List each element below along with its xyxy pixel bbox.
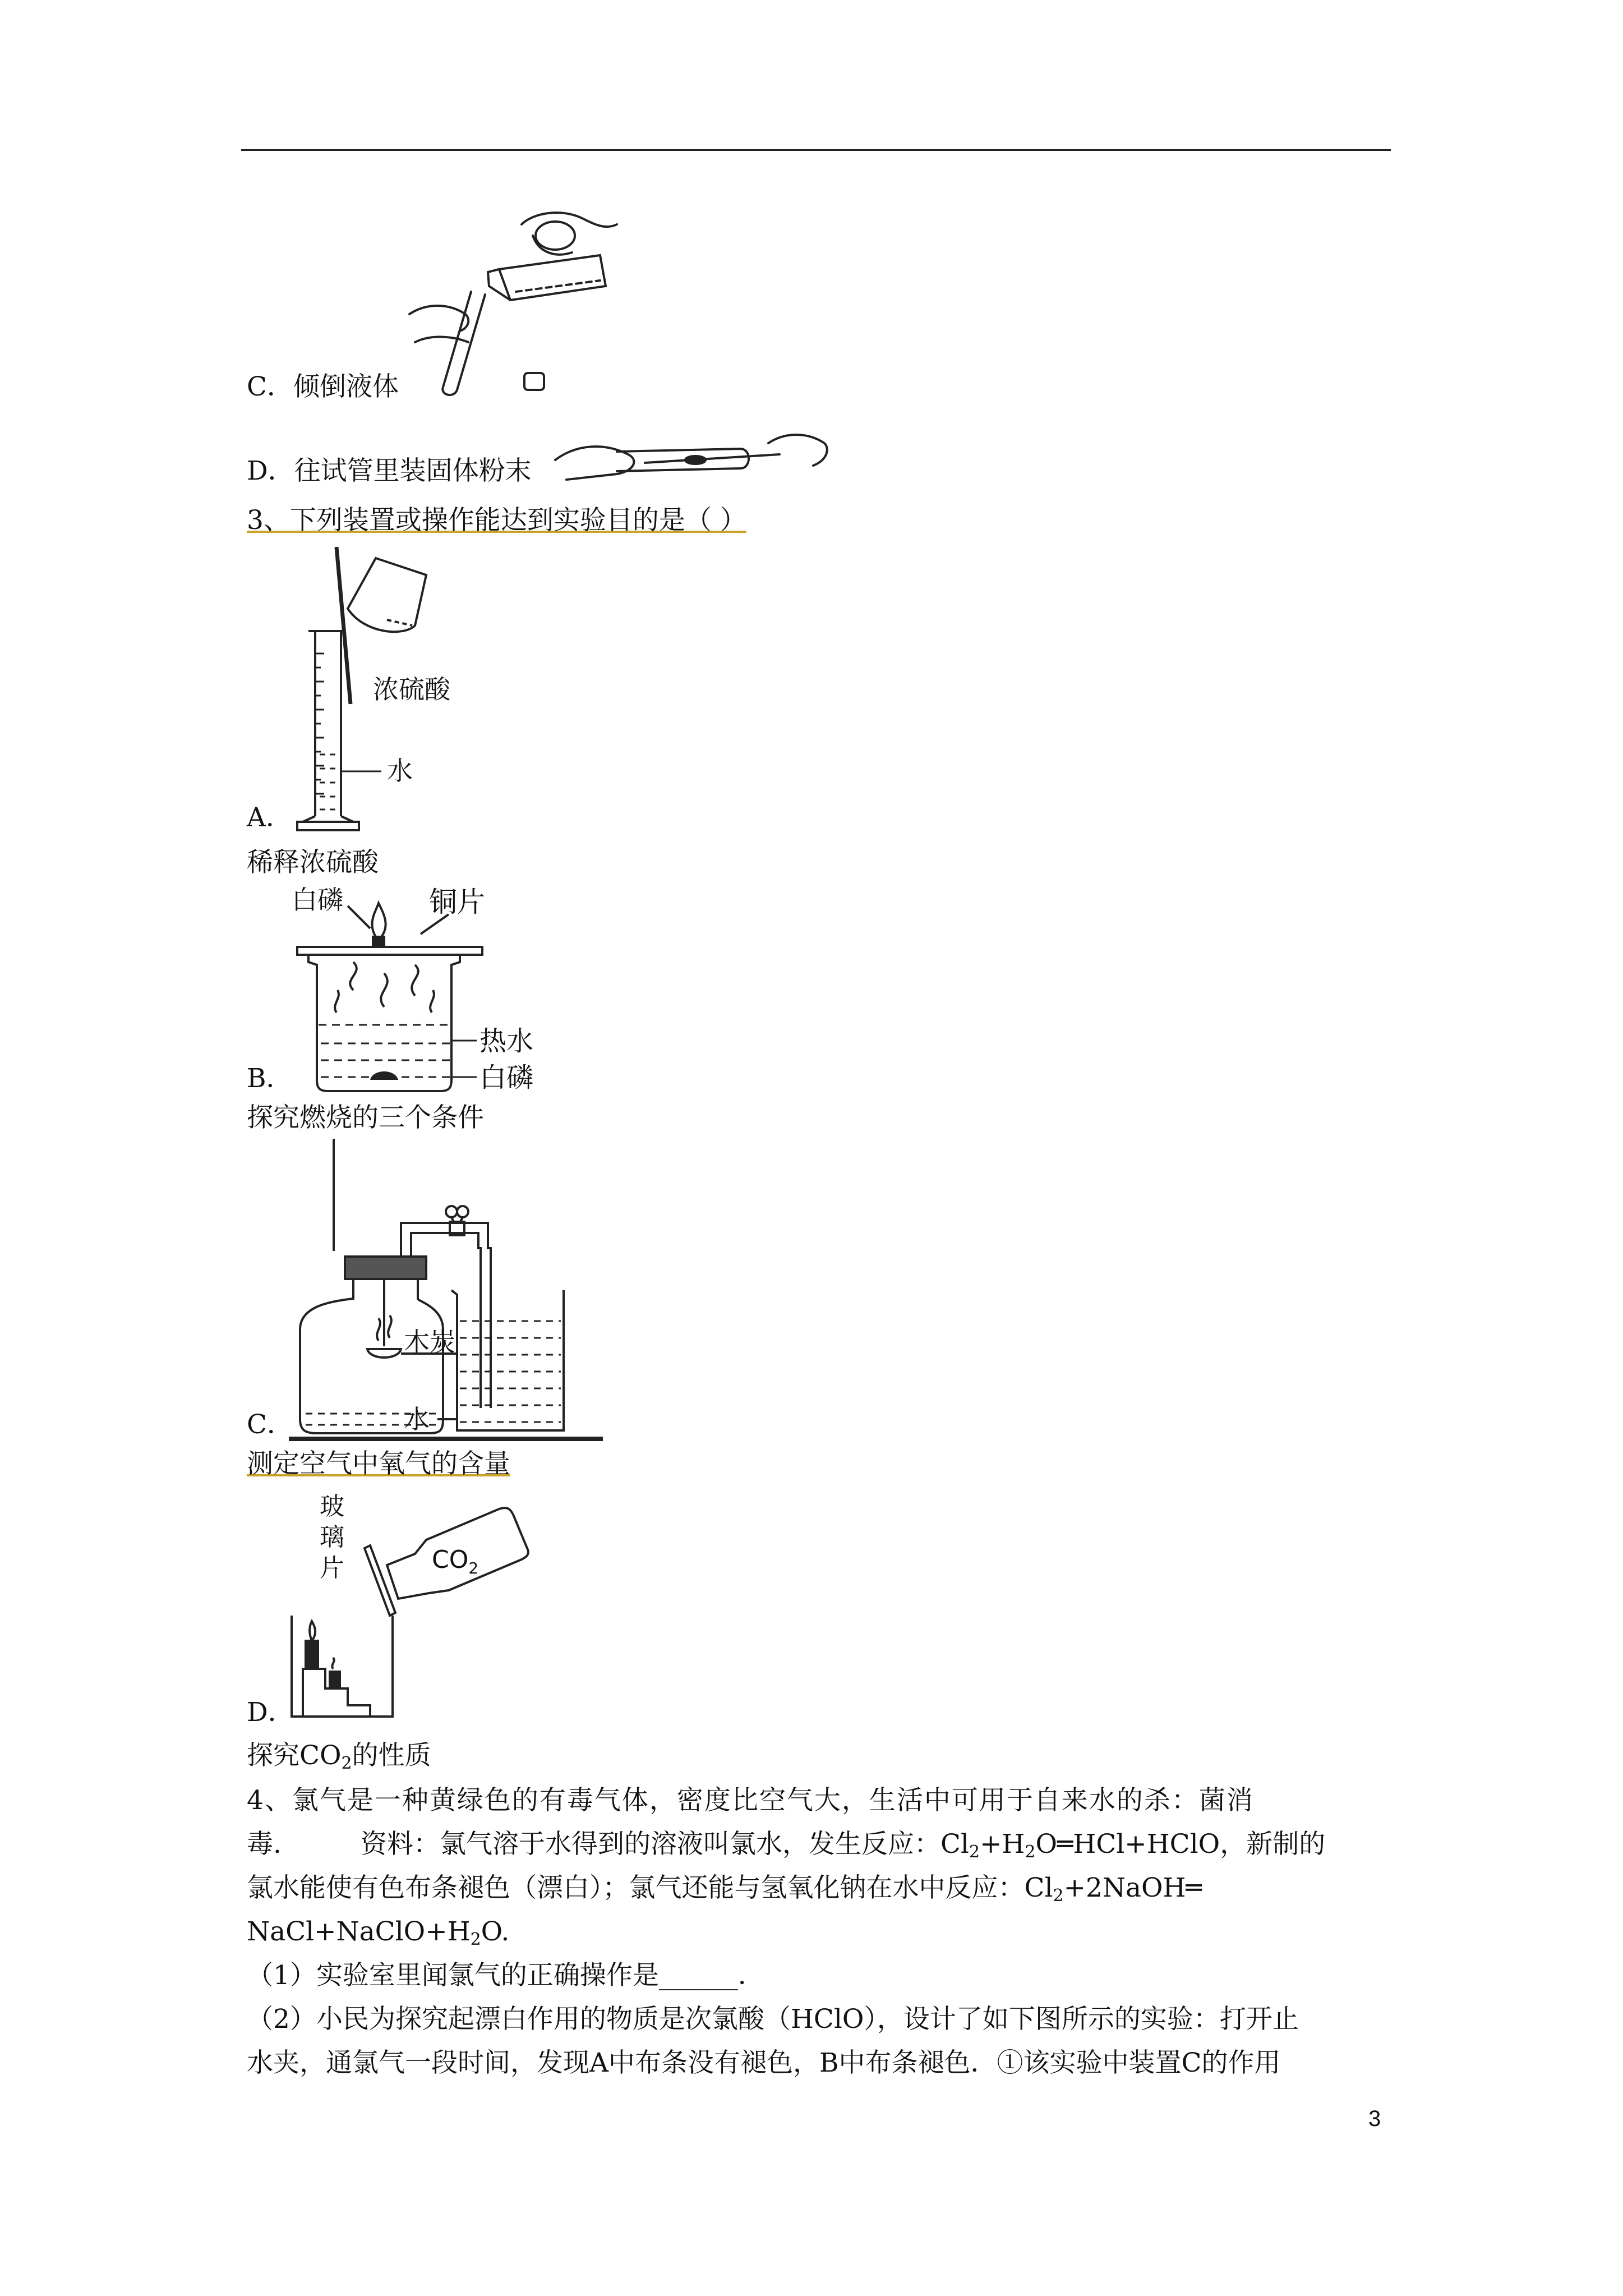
q4-line-1: 4、氯气是一种黄绿色的有毒气体，密度比空气大，生活中可用于自来水的杀：菌消 (247, 1785, 1254, 1816)
co2-properties-figure (286, 1487, 544, 1733)
q4-line-2-sub1: 2 (969, 1842, 980, 1862)
q3-option-c-caption (247, 1447, 510, 1481)
q4-line-3-sub: 2 (1053, 1886, 1064, 1906)
q3-stem (247, 504, 746, 537)
q4-line-4-sub: 2 (470, 1930, 481, 1949)
dilute-sulfuric-acid-figure (292, 541, 494, 833)
q4-line-3-end: +2NaOH═ (1063, 1872, 1202, 1903)
caption-post: 的性质 (352, 1740, 431, 1771)
pouring-liquid-figure (404, 202, 628, 398)
fig-d-glass-3: 片 (320, 1554, 344, 1582)
fig-b-hot-water: 热水 (479, 1025, 534, 1057)
fig-d-co2-sub: 2 (468, 1559, 479, 1577)
caption-sub: 2 (341, 1754, 352, 1773)
oxygen-content-figure (289, 1139, 603, 1442)
q2-option-d-label: D．往试管里装固体粉末 (247, 455, 532, 486)
q4-line-2-mid: +H (980, 1829, 1025, 1860)
fig-b-white-p-top: 白磷 (292, 885, 343, 915)
q4-line-4-a: NaCl+NaClO+H (247, 1916, 471, 1947)
q3-option-d-letter: D． (247, 1697, 294, 1728)
q3-option-b-caption: 探究燃烧的三个条件 (247, 1102, 484, 1133)
q3-option-a-letter: A． (247, 802, 292, 833)
fig-c-charcoal: 木炭 (404, 1327, 455, 1357)
powder-into-tube-figure (544, 426, 836, 488)
fig-a-acid-label: 浓硫酸 (373, 674, 450, 705)
q4-line-4 (247, 1915, 509, 1949)
header-rule (241, 149, 1391, 151)
fig-a-water-label: 水 (387, 756, 413, 786)
caption-pre: 探究CO (247, 1740, 342, 1771)
q3-stem-text: 3、下列装置或操作能达到实验目的是（ ） (247, 505, 746, 536)
fig-b-white-p-bottom: 白磷 (479, 1062, 534, 1093)
q3-option-a-caption: 稀释浓硫酸 (247, 847, 379, 878)
q4-sub-question-1: （1）实验室里闻氯气的正确操作是______． (247, 1960, 764, 1991)
q3-option-c-caption-text: 测定空气中氧气的含量 (247, 1448, 510, 1479)
q4-line-3 (247, 1871, 1202, 1905)
q2-option-c-label: C．倾倒液体 (247, 371, 399, 402)
q4-line-2-end: O═HCl+HClO，新制的 (1035, 1829, 1326, 1860)
q4-line-4-end: O. (481, 1916, 510, 1947)
q3-option-c-letter: C． (247, 1409, 293, 1440)
fig-d-co2-main: CO (432, 1545, 469, 1574)
fig-d-glass-2: 璃 (320, 1523, 344, 1552)
q4-line-2 (247, 1828, 1325, 1861)
fig-b-copper-label: 铜片 (429, 886, 485, 918)
q4-sub-question-2-line-2: 水夹，通氯气一段时间，发现A中布条没有褪色，B中布条褪色．①该实验中装置C的作用 (247, 2047, 1281, 2078)
fig-d-glass-1: 玻 (320, 1492, 344, 1521)
page-number: 3 (1368, 2106, 1381, 2131)
q3-option-d-caption (247, 1739, 431, 1773)
q3-option-b-letter: B． (247, 1063, 293, 1094)
q4-line-2-sub2: 2 (1025, 1842, 1036, 1862)
fig-c-water: 水 (404, 1404, 430, 1434)
q4-line-2-a: 毒. 资料：氯气溶于水得到的溶液叫氯水，发生反应：Cl (247, 1829, 969, 1860)
fig-d-co2 (432, 1545, 478, 1577)
q4-sub-question-2-line-1: （2）小民为探究起漂白作用的物质是次氯酸（HClO），设计了如下图所示的实验：打开止 (247, 2004, 1299, 2035)
combustion-conditions-figure (286, 878, 544, 1102)
q4-line-3-a: 氯水能使有色布条褪色（漂白）；氯气还能与氢氧化钠在水中反应：Cl (247, 1872, 1053, 1903)
